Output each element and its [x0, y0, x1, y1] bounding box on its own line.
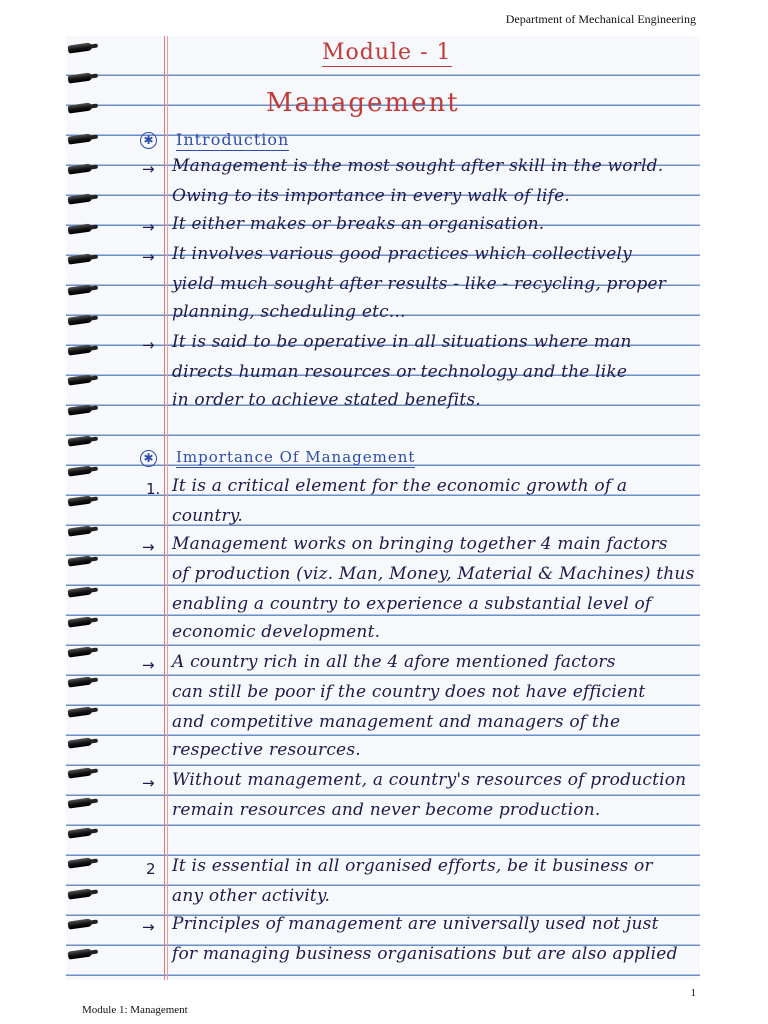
spiral-coil — [68, 828, 93, 839]
spiral-coil — [68, 73, 93, 84]
note-line: can still be poor if the country does not have efficient — [172, 682, 646, 702]
spiral-coil — [68, 948, 93, 959]
spiral-coil — [68, 435, 93, 446]
spiral-coil — [68, 797, 93, 808]
note-line: and competitive management and managers of the — [172, 712, 621, 732]
point-number: 1. — [146, 480, 161, 498]
spiral-coil — [68, 163, 93, 174]
page-number: 1 — [690, 987, 696, 999]
note-line: yield much sought after results - like - recycling, proper — [172, 274, 667, 294]
spiral-coil — [68, 284, 93, 295]
spiral-coil — [68, 737, 93, 748]
arrow-icon: → — [142, 918, 155, 936]
note-line: respective resources. — [172, 740, 361, 760]
margin-line — [164, 36, 165, 980]
point-number: 2 — [146, 860, 156, 878]
spiral-coil — [68, 918, 93, 929]
spiral-coil — [68, 133, 93, 144]
note-line: It is essential in all organised efforts, be it business or — [172, 856, 653, 876]
section-heading-introduction: Introduction — [176, 130, 290, 149]
note-line: in order to achieve stated benefits. — [172, 390, 481, 410]
asterisk-circle-icon: ✱ — [140, 450, 157, 467]
module-footer: Module 1: Management — [82, 1004, 188, 1016]
spiral-coil — [68, 465, 93, 476]
note-line: Management is the most sought after skill in the world. — [172, 156, 664, 176]
spiral-coil — [68, 375, 93, 386]
department-header: Department of Mechanical Engineering — [505, 12, 696, 26]
spiral-coil — [68, 314, 93, 325]
note-line: economic development. — [172, 622, 381, 642]
spiral-coil — [68, 344, 93, 355]
note-line: of production (viz. Man, Money, Material & Machines) thus — [172, 564, 695, 584]
note-line: Owing to its importance in every walk of life. — [172, 186, 570, 206]
spiral-coil — [68, 677, 93, 688]
spiral-coil — [68, 858, 93, 869]
note-line: any other activity. — [172, 886, 331, 906]
arrow-icon: → — [142, 336, 155, 354]
spiral-coil — [68, 767, 93, 778]
spiral-coil — [68, 254, 93, 265]
spiral-coil — [68, 556, 93, 567]
note-line: It involves various good practices which collectively — [172, 244, 632, 264]
arrow-icon: → — [142, 774, 155, 792]
spiral-coil — [68, 646, 93, 657]
note-line: Principles of management are universally used not just — [172, 914, 659, 934]
asterisk-circle-icon: ✱ — [140, 132, 157, 149]
note-line: It is a critical element for the economic growth of a — [172, 476, 628, 496]
spiral-coil — [68, 42, 93, 53]
note-line: country. — [172, 506, 243, 526]
spiral-coil — [68, 193, 93, 204]
spiral-coil — [68, 224, 93, 235]
spiral-coil — [68, 707, 93, 718]
spiral-coil — [68, 103, 93, 114]
arrow-icon: → — [142, 656, 155, 674]
spiral-coil — [68, 495, 93, 506]
arrow-icon: → — [142, 248, 155, 266]
spiral-coil — [68, 586, 93, 597]
main-title: Management — [266, 88, 460, 118]
note-line: Without management, a country's resources of production — [172, 770, 687, 790]
spiral-coil — [68, 616, 93, 627]
note-line: directs human resources or technology and the like — [172, 362, 628, 382]
section-heading-importance: Importance Of Management — [176, 448, 416, 466]
note-line: A country rich in all the 4 afore mentioned factors — [172, 652, 616, 672]
arrow-icon: → — [142, 160, 155, 178]
note-line: planning, scheduling etc... — [172, 302, 406, 322]
note-line: remain resources and never become production. — [172, 800, 601, 820]
note-line: Management works on bringing together 4 main factors — [172, 534, 668, 554]
arrow-icon: → — [142, 218, 155, 236]
margin-line-secondary — [167, 36, 168, 980]
note-line: It is said to be operative in all situations where man — [172, 332, 632, 352]
note-line: enabling a country to experience a substantial level of — [172, 594, 652, 614]
spiral-coil — [68, 526, 93, 537]
spiral-binding — [66, 36, 106, 980]
module-title: Module - 1 — [322, 40, 452, 65]
arrow-icon: → — [142, 538, 155, 556]
spiral-coil — [68, 888, 93, 899]
note-line: It either makes or breaks an organisation. — [172, 214, 545, 234]
note-line: for managing business organisations but are also applied — [172, 944, 678, 964]
handwritten-notebook-page — [66, 36, 700, 980]
spiral-coil — [68, 405, 93, 416]
